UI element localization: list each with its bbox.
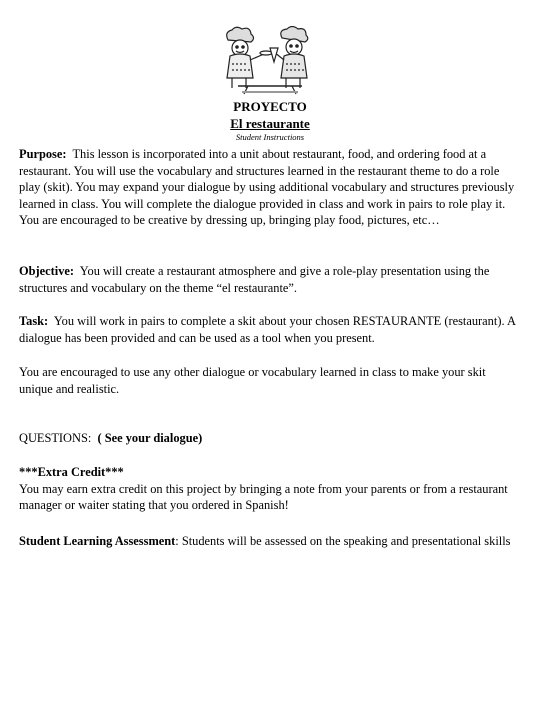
waiters-clipart-image [218,26,322,96]
purpose-paragraph [19,146,521,229]
extra-credit-paragraph [19,464,521,514]
questions-paragraph [19,430,521,447]
questions-note: ( See your dialogue) [97,431,203,445]
document-caption: Student Instructions [235,132,305,142]
objective-text: You will create a restaurant atmosphere and give a role-play presentation using the structures and vocabulary on the theme “el restaurante”. [19,264,490,295]
encourage-paragraph: You are encouraged to use any other dialogue or vocabulary learned in class to make your skit unique and realistic. [19,365,486,396]
objective-paragraph [19,263,521,296]
task-label: Task: [19,314,49,328]
assessment-text: : Students will be assessed on the speaking and presentational skills [175,534,511,548]
document-title: PROYECTO [233,99,307,114]
purpose-text: This lesson is incorporated into a unit about restaurant, food, and ordering food at a restaurant. You will use the vocabulary and structures learned in the restaurant theme to do a role play (skit). You may expand your dialogue by using additional vocabulary and structures previously learned in class. You will complete the dialogue provided in class and work in pairs to role play it. You are encouraged to be creative by dressing up, bringing play food, pictures, etc… [19,147,515,228]
purpose-label: Purpose: [19,147,67,161]
document-subtitle: El restaurante [230,116,310,131]
assessment-label: Student Learning Assessment [19,534,176,548]
questions-label: QUESTIONS: [19,431,92,445]
extra-credit-label: ***Extra Credit*** [19,465,124,479]
task-paragraph [19,313,521,346]
assessment-paragraph [19,533,521,550]
task-text: You will work in pairs to complete a skit about your chosen RESTAURANTE (restaurant). A dialogue has been provided and can be used as a tool when you present. [19,314,516,345]
extra-credit-text: You may earn extra credit on this project by bringing a note from your parents or from a restaurant manager or waiter stating that you ordered in Spanish! [19,481,508,513]
objective-label: Objective: [19,264,75,278]
